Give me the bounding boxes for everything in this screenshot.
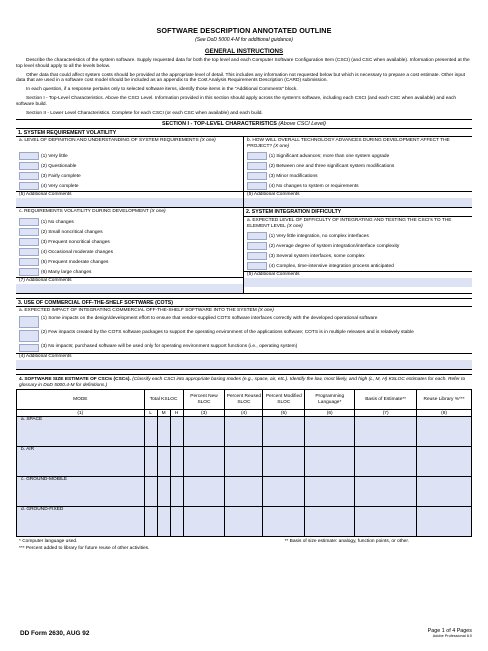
checkbox[interactable]	[19, 218, 39, 226]
column-number: (5)	[263, 410, 305, 417]
checkbox[interactable]	[19, 330, 39, 342]
checkbox[interactable]	[19, 152, 39, 160]
question-3-block: 3. USE OF COMMERCIAL OFF-THE-SHELF SOFTWARE (COTS) a. EXPECTED IMPACT OF INTEGRATING COMMERCIAL OFF-THE-SHELF SOFTWARE INTO THE SYSTEM (X one) (1) Some impacts on the design/development effort to ensure that vendor-supplied COTS software interfaces correctly with the developed operational software (2) Few impacts created by the COTS software packages to support the operating environment of the applications software; COTS is in multiple releases and is relatively stable (3) No impacts; purchased software will be used only for operating environment support functions (i.e., operating system) (4) Additional Comments	[16, 298, 472, 370]
footnotes	[16, 539, 472, 544]
question-1c: c. REQUIREMENTS VOLATILITY DURING DEVELOPMENT (X one) (1) No changes (2) Small noncritical changes (3) Frequent noncritical changes (4) Occasional moderate changes (5) Frequent moderate changes (6) Many large changes (7) Additional Comments	[16, 208, 244, 293]
general-instructions-heading: GENERAL INSTRUCTIONS	[204, 48, 284, 55]
column-header: Total KSLOC	[144, 390, 183, 410]
table-cell[interactable]	[170, 507, 183, 537]
checkbox[interactable]	[19, 228, 39, 236]
question-1-heading: 1. SYSTEM REQUIREMENT VOLATILITY	[16, 129, 472, 137]
question-2-heading: 2. SYSTEM INTEGRATION DIFFICULTY	[244, 208, 472, 217]
column-number: (4)	[225, 410, 263, 417]
table-cell[interactable]	[170, 477, 183, 507]
table-cell[interactable]	[263, 507, 305, 537]
table-cell[interactable]	[144, 477, 157, 507]
column-number: (1)	[17, 410, 145, 417]
size-estimate-table	[16, 389, 472, 537]
column-number: (8)	[417, 410, 472, 417]
checkbox[interactable]	[19, 172, 39, 180]
question-2: 2. SYSTEM INTEGRATION DIFFICULTY a. EXPECTED LEVEL OF DIFFICULTY OF INTEGRATING AND TESTING THE CSCI's TO THE ELEMENT LEVEL (X one) (1) Very little integration, no complex interfaces (2) Average degree of system integration/interface complexity (3) Several system interfaces, some complex (4) Complex, time-intensive integration process anticipated (5) Additional Comments	[244, 208, 472, 293]
checkbox[interactable]	[19, 268, 39, 276]
question-4-block: 4. SOFTWARE SIZE ESTIMATE OF CSCIs (CSCs). (Classify each CSCI into appropriate basing modes (e.g., space, air, etc.). Identify the low, most likely, and high (L, M, H) KSLOC estimates for each. Refer to glossary in DoD 5000.4-M for definitions.) MODE Total KSLOC Percent New SLOC Percent Reused SLOC Percent Modified SLOC Programming Language* Basis of Estimate** Reuse Library %*** (1) L M H (3) (4) (5) (6) (7) (8) a. SPACE b. AIR c. GROUND-MOBILE d. GROUND-FIXED * Computer language used. ** Basis of size estimate: analogy, function points, or other. *** Percent added to library for future reuse of other activities.	[16, 374, 472, 551]
table-cell[interactable]	[225, 447, 263, 477]
table-cell[interactable]	[263, 447, 305, 477]
instruction-paragraph: Other data that could affect system costs should be provided at the appropriate level of detail. This includes any information not requested below but which is necessary to prepare a cost estimate. Other input data that are used in a software cost model should be included as an appendix to the Cost Analysis Requirements Description (CARD) submission.	[16, 72, 465, 84]
additional-comments-label: (4) Additional Comments	[16, 353, 472, 360]
question-1b: b. HOW WILL OVERALL TECHNOLOGY ADVANCES DURING DEVELOPMENT AFFECT THE PROJECT? (X one) (1) Significant advances; more than one system upgrade (2) Between one and three significant system modifications (3) Minor modifications (4) No changes to system or requirements (5) Additional Comments	[244, 137, 472, 207]
checkbox[interactable]	[247, 242, 267, 250]
form-subtitle: (See DoD 5000.4-M for additional guidance)	[195, 37, 293, 43]
form-number: DD Form 2630, AUG 92	[20, 630, 90, 637]
table-cell[interactable]	[183, 417, 225, 447]
footnotes	[16, 546, 472, 551]
column-subheader: H	[170, 410, 183, 417]
mode-label: a. SPACE	[17, 417, 145, 447]
table-cell[interactable]	[225, 477, 263, 507]
column-number: (7)	[355, 410, 417, 417]
column-number: (3)	[183, 410, 225, 417]
table-cell[interactable]	[225, 507, 263, 537]
footnote: ** Basis of size estimate: analogy, function points, or other.	[284, 539, 409, 545]
table-cell[interactable]	[144, 417, 157, 447]
table-cell[interactable]	[355, 447, 417, 477]
checkbox[interactable]	[247, 162, 267, 170]
checkbox[interactable]	[247, 232, 267, 240]
checkbox[interactable]	[247, 262, 267, 270]
additional-comments-field[interactable]	[16, 360, 472, 369]
instruction-paragraph: Section I - Top-Level Characteristics. Above the CSCI Level. Information provided in this section should apply across the system's software, including each CSCI (and each CSC when available) and each software build.	[16, 95, 457, 107]
table-cell[interactable]	[417, 417, 472, 447]
mode-label: b. AIR	[17, 447, 145, 477]
column-header: Reuse Library %***	[417, 390, 472, 410]
checkbox[interactable]	[19, 316, 39, 328]
checkbox[interactable]	[19, 248, 39, 256]
column-header: Percent Reused SLOC	[225, 390, 263, 410]
additional-comments-label: (5) Additional Comments	[244, 271, 472, 278]
table-row	[17, 417, 472, 447]
table-cell[interactable]	[183, 507, 225, 537]
table-row	[17, 477, 472, 507]
footnote: *** Percent added to library for future reuse of other activities.	[19, 546, 150, 552]
checkbox[interactable]	[247, 182, 267, 190]
table-cell[interactable]	[417, 447, 472, 477]
additional-comments-field[interactable]	[244, 278, 472, 287]
form-title: SOFTWARE DESCRIPTION ANNOTATED OUTLINE	[156, 26, 332, 35]
question-1c-2-block	[16, 208, 472, 294]
mode-label: d. GROUND-FIXED	[17, 507, 145, 537]
table-cell[interactable]	[183, 477, 225, 507]
page-indicator: Page 1 of 4 Pages Adobe Professional 8.0	[427, 628, 472, 638]
table-cell[interactable]	[157, 417, 170, 447]
checkbox[interactable]	[19, 182, 39, 190]
table-cell[interactable]	[183, 447, 225, 477]
table-cell[interactable]	[263, 477, 305, 507]
table-cell[interactable]	[305, 417, 355, 447]
column-header: Percent Modified SLOC	[263, 390, 305, 410]
instruction-paragraph: Section II - Lower Level Characteristics. Complete for each CSCI (or each CSC when available) and each build.	[26, 110, 263, 116]
table-cell[interactable]	[144, 447, 157, 477]
checkbox[interactable]	[19, 162, 39, 170]
table-cell[interactable]	[305, 447, 355, 477]
table-cell[interactable]	[355, 477, 417, 507]
table-cell[interactable]	[355, 507, 417, 537]
additional-comments-field[interactable]	[16, 198, 243, 207]
additional-comments-label: (5) Additional Comments	[16, 191, 243, 198]
section-1-heading: SECTION I - TOP-LEVEL CHARACTERISTICS (Above CSCI Level)	[16, 119, 472, 129]
column-header: Programming Language*	[305, 390, 355, 410]
instruction-paragraph: In each question, if a response pertains only to selected software items, identify those items in the "Additional Comments" block.	[26, 87, 298, 93]
table-cell[interactable]	[417, 477, 472, 507]
table-row	[17, 447, 472, 477]
table-cell[interactable]	[157, 507, 170, 537]
table-cell[interactable]	[417, 507, 472, 537]
form-page	[16, 26, 472, 551]
table-row	[17, 507, 472, 537]
question-1a: a. LEVEL OF DEFINITION AND UNDERSTANDING OF SYSTEM REQUIREMENTS (X one) (1) Very little (2) Questionable (3) Fairly complete (4) Very complete (5) Additional Comments	[16, 137, 244, 207]
table-cell[interactable]	[144, 507, 157, 537]
table-cell[interactable]	[170, 417, 183, 447]
additional-comments-label: (5) Additional Comments	[244, 191, 472, 198]
mode-label: c. GROUND-MOBILE	[17, 477, 145, 507]
column-header: Basis of Estimate**	[355, 390, 417, 410]
checkbox[interactable]	[19, 258, 39, 266]
table-cell[interactable]	[157, 447, 170, 477]
additional-comments-field[interactable]	[16, 284, 243, 293]
table-cell[interactable]	[263, 417, 305, 447]
footnote: * Computer language used.	[19, 539, 78, 545]
additional-comments-field[interactable]	[244, 198, 472, 207]
table-cell[interactable]	[170, 447, 183, 477]
instruction-paragraph: Describe the characteristics of the system software. Supply requested data for both the top level and each Computer Software Configuration Item (CSCI) (and CSC when available). Information presented at the top level should apply to all the levels below.	[16, 58, 470, 69]
column-header: Percent New SLOC	[183, 390, 225, 410]
checkbox[interactable]	[19, 344, 39, 352]
table-cell[interactable]	[305, 507, 355, 537]
column-subheader: M	[157, 410, 170, 417]
column-header: MODE	[17, 390, 145, 410]
column-subheader: L	[144, 410, 157, 417]
table-cell[interactable]	[157, 477, 170, 507]
column-number: (6)	[305, 410, 355, 417]
checkbox[interactable]	[19, 238, 39, 246]
checkbox[interactable]	[247, 252, 267, 260]
question-3-heading: 3. USE OF COMMERCIAL OFF-THE-SHELF SOFTWARE (COTS)	[16, 299, 472, 307]
question-1-block	[16, 129, 472, 208]
table-cell[interactable]	[305, 477, 355, 507]
table-cell[interactable]	[225, 417, 263, 447]
additional-comments-label: (7) Additional Comments	[16, 277, 243, 284]
checkbox[interactable]	[247, 152, 267, 160]
table-cell[interactable]	[355, 417, 417, 447]
checkbox[interactable]	[247, 172, 267, 180]
